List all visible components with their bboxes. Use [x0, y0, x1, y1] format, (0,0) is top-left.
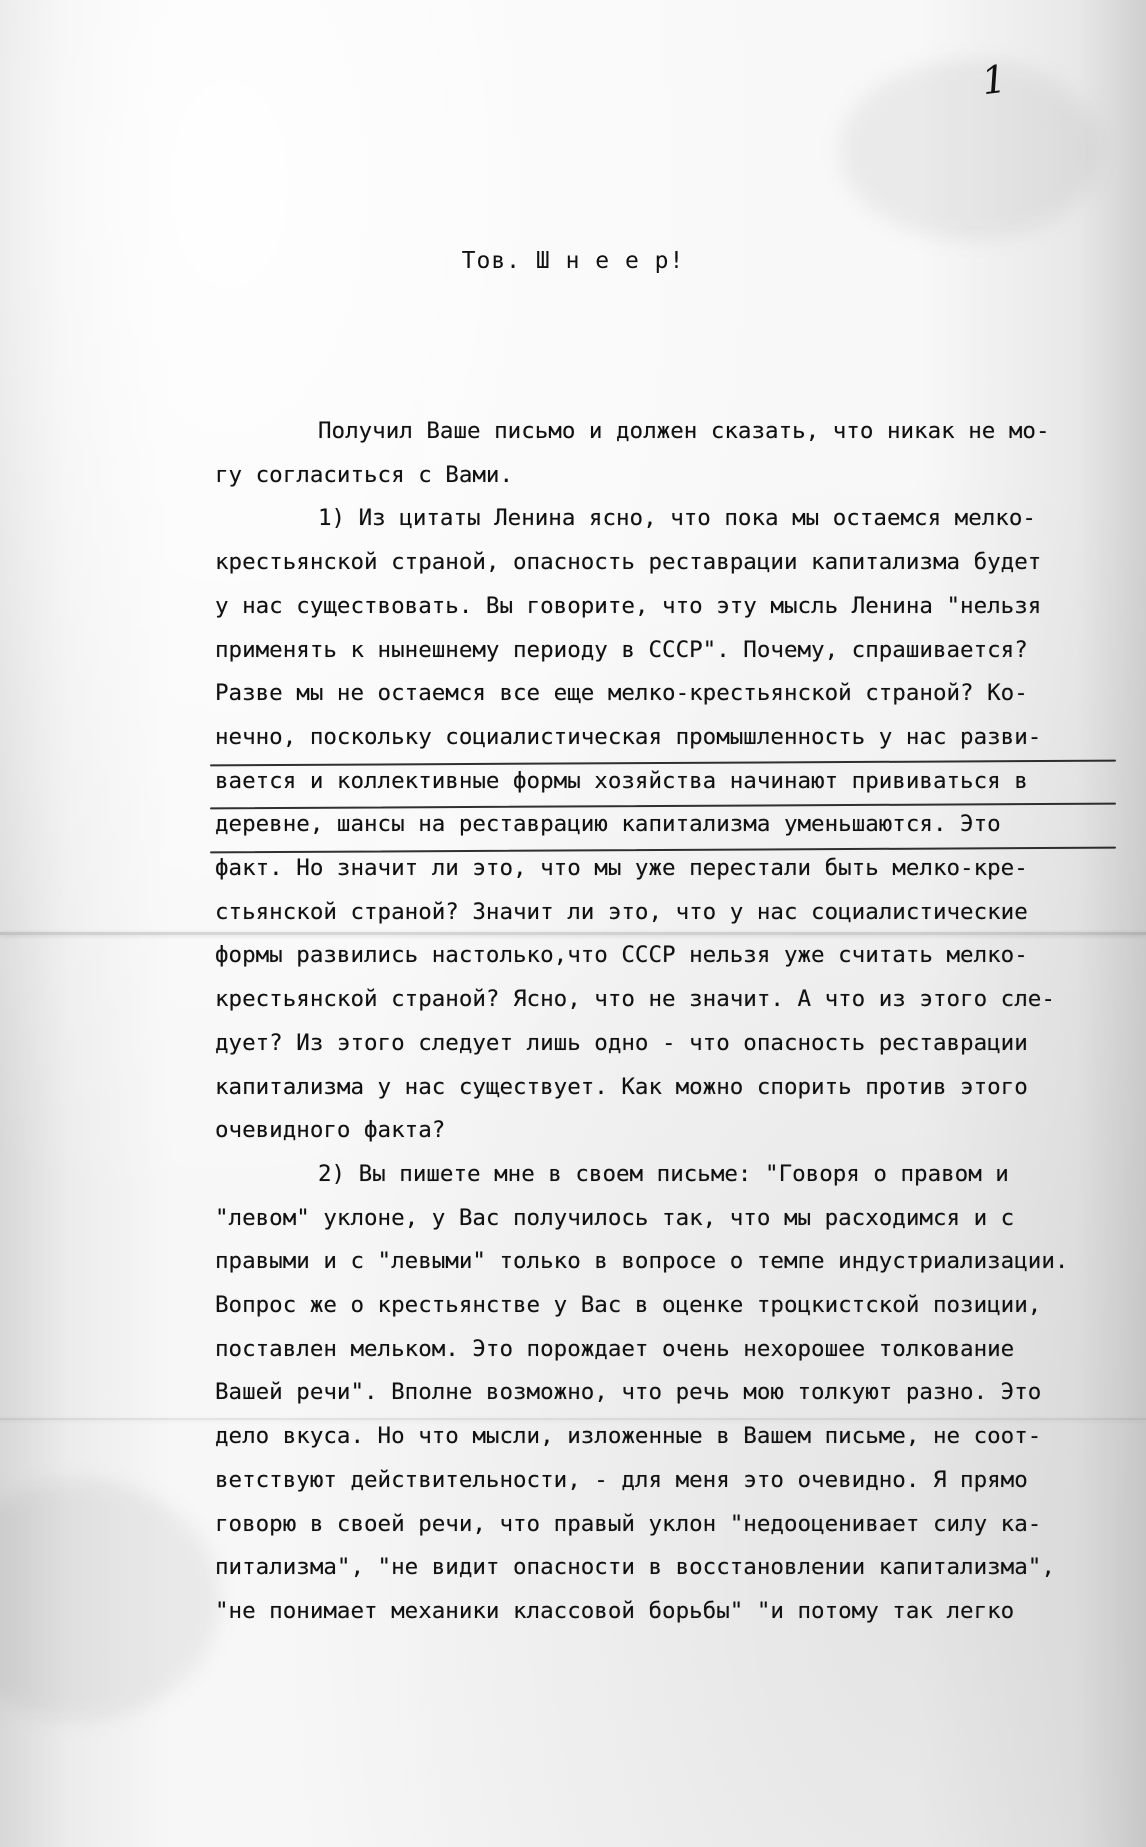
- page-number: 1: [979, 56, 1009, 104]
- letter-line: Вашей речи". Вполне возможно, что речь мою толкуют разно. Это: [215, 1379, 1042, 1406]
- letter-line: применять к нынешнему периоду в СССР". Почему, спрашивается?: [215, 636, 1028, 663]
- letter-body: [215, 410, 1110, 1634]
- letter-line: "левом" уклоне, у Вас получилось так, что мы расходимся и с: [215, 1204, 1015, 1231]
- underlined-letter-line: вается и коллективные формы хозяйства начинают прививаться в: [215, 760, 1110, 804]
- letter-line: правыми и с "левыми" только в вопросе о темпе индустриализации.: [215, 1248, 1069, 1275]
- underlined-letter-line: нечно, поскольку социалистическая промышленность у нас разви-: [215, 716, 1110, 760]
- letter-line: капитализма у нас существует. Как можно спорить против этого: [215, 1073, 1028, 1100]
- letter-line: факт. Но значит ли это, что мы уже перестали быть мелко-кре-: [215, 855, 1028, 882]
- letter-line: крестьянской страной, опасность реставрации капитализма будет: [215, 549, 1042, 576]
- letter-line: крестьянской страной? Ясно, что не значит. А что из этого сле-: [215, 986, 1055, 1013]
- letter-greeting: Тов. Ш н е е р!: [461, 248, 685, 274]
- letter-line: "не понимает механики классовой борьбы" "и потому так легко: [215, 1597, 1015, 1624]
- letter-line: питализма", "не видит опасности в восстановлении капитализма",: [215, 1554, 1055, 1581]
- underlined-letter-line: деревне, шансы на реставрацию капитализма уменьшаются. Это: [215, 803, 1110, 847]
- letter-line: Разве мы не остаемся все еще мелко-крестьянской страной? Ко-: [215, 680, 1028, 707]
- letter-line: поставлен мельком. Это порождает очень нехорошее толкование: [215, 1335, 1015, 1362]
- letter-line: формы развились настолько,что СССР нельзя уже считать мелко-: [215, 942, 1028, 969]
- letter-line: у нас существовать. Вы говорите, что эту мысль Ленина "нельзя: [215, 592, 1042, 619]
- letter-line: Вопрос же о крестьянстве у Вас в оценке троцкистской позиции,: [215, 1292, 1042, 1319]
- paper-stain: [840, 60, 1100, 240]
- letter-line: говорю в своей речи, что правый уклон "недооценивает силу ка-: [215, 1510, 1042, 1537]
- letter-line: гу согласиться с Вами.: [215, 461, 514, 488]
- letter-line: очевидного факта?: [215, 1117, 446, 1144]
- letter-line: 1) Из цитаты Ленина ясно, что пока мы остаемся мелко-: [318, 505, 1036, 532]
- paper-stain: [0, 1480, 220, 1720]
- letter-line: стьянской страной? Значит ли это, что у нас социалистические: [215, 898, 1028, 925]
- letter-line: ветствуют действительности, - для меня это очевидно. Я прямо: [215, 1466, 1028, 1493]
- letter-line: дует? Из этого следует лишь одно - что опасность реставрации: [215, 1029, 1028, 1056]
- letter-line: 2) Вы пишете мне в своем письме: "Говоря о правом и: [318, 1160, 1009, 1187]
- letter-line: Получил Ваше письмо и должен сказать, что никак не мо-: [318, 418, 1050, 444]
- letter-line: дело вкуса. Но что мысли, изложенные в Вашем письме, не соот-: [215, 1423, 1042, 1450]
